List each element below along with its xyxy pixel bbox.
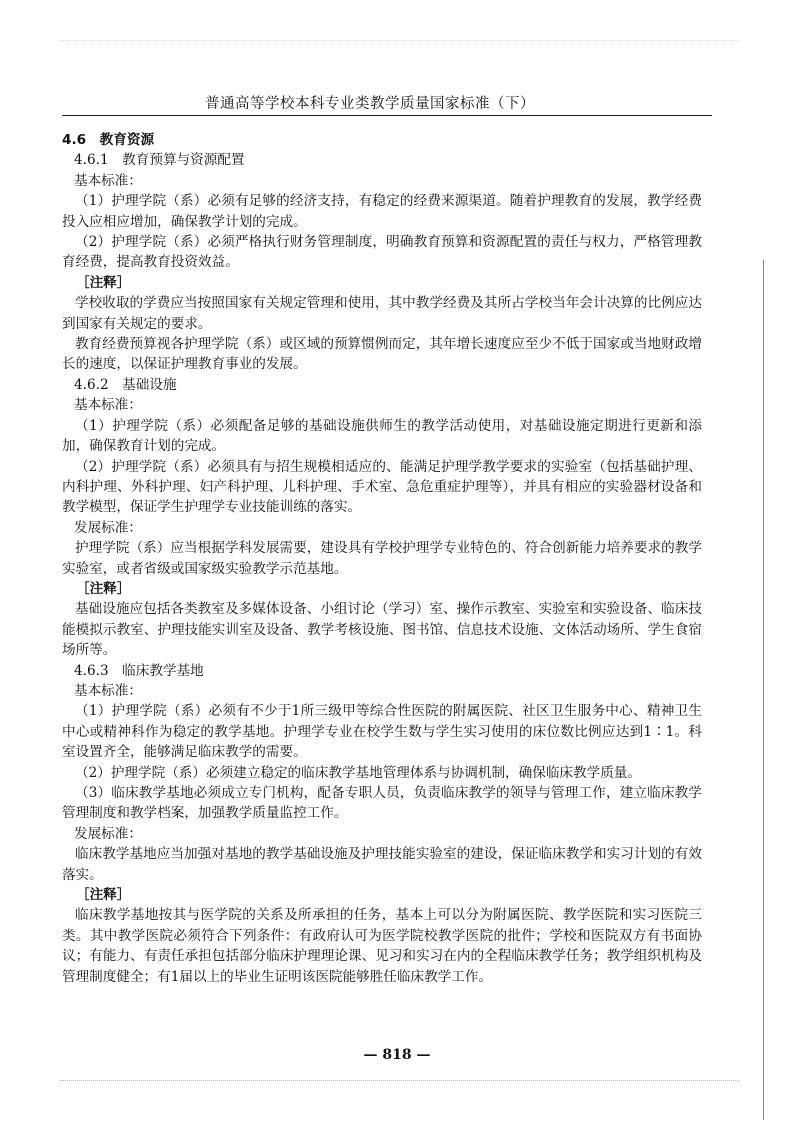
subsection-heading: 4.6.1 教育预算与资源配置 <box>74 152 245 169</box>
development-standard-label: 发展标准： <box>74 519 142 536</box>
paragraph: （2）护理学院（系）必须建立稳定的临床教学基地管理体系与协调机制，确保临床教学质量。 <box>75 764 641 781</box>
note-label: ［注释］ <box>76 274 131 291</box>
basic-standard-label: 基本标准： <box>74 682 142 699</box>
paragraph: 临床教学基地应当加强对基地的教学基础设施及护理技能实验室的建设，保证临床教学和实习计划的有效落实。 <box>62 846 702 883</box>
paragraph: 学校收取的学费应当按照国家有关规定管理和使用，其中教学经费及其所占学校当年会计决算的比例应达到国家有关规定的要求。 <box>62 295 702 332</box>
paragraph: （1）护理学院（系）必须配备足够的基础设施供师生的教学活动使用，对基础设施定期进行更新和添加，确保教育计划的完成。 <box>62 417 702 455</box>
note-label: ［注释］ <box>76 580 131 597</box>
scan-specks-top <box>60 40 740 41</box>
section-heading: 4.6 教育资源 <box>62 132 155 148</box>
page-number: — 818 — <box>363 1047 431 1063</box>
running-header: 普通高等学校本科专业类教学质量国家标准（下） <box>205 96 535 112</box>
basic-standard-label: 基本标准： <box>74 172 142 189</box>
margin-rule <box>763 260 764 1120</box>
basic-standard-label: 基本标准： <box>74 397 142 414</box>
paragraph: （1）护理学院（系）必须有不少于1所三级甲等综合性医院的附属医院、社区卫生服务中心、精神卫生中心或精神科作为稳定的教学基地。护理学专业在校学生数与学生实习使用的床位数比例应达到1∶1。科室设置齐全，能够满足临床教学的需要。 <box>62 703 702 761</box>
paragraph: （3）临床教学基地必须成立专门机构，配备专职人员，负责临床教学的领导与管理工作，建立临床教学管理制度和教学档案，加强教学质量监控工作。 <box>62 785 702 822</box>
subsection-heading: 4.6.2 基础设施 <box>74 376 177 393</box>
paragraph: 护理学院（系）应当根据学科发展需要，建设具有学校护理学专业特色的、符合创新能力培养要求的教学实验室，或者省级或国家级实验教学示范基地。 <box>62 540 702 577</box>
paragraph: 临床教学基地按其与医学院的关系及所承担的任务，基本上可以分为附属医院、教学医院和实习医院三类。其中教学医院必须符合下列条件：有政府认可为医学院校教学医院的批件；学校和医院双方有书面协议；有能力、有责任承担包括部分临床护理理论课、见习和实习在内的全程临床教学任务；教学组织机构及管理制度健全；有1届以上的毕业生证明该医院能够胜任临床教学工作。 <box>62 907 702 985</box>
scan-specks-bottom <box>60 1080 740 1081</box>
header-rule <box>62 115 712 116</box>
subsection-heading: 4.6.3 临床教学基地 <box>74 662 204 679</box>
paragraph: 教育经费预算视各护理学院（系）或区域的预算惯例而定，其年增长速度应至少不低于国家或当地财政增长的速度，以保证护理教育事业的发展。 <box>62 336 702 373</box>
note-label: ［注释］ <box>76 887 131 904</box>
paragraph: （2）护理学院（系）必须严格执行财务管理制度，明确教育预算和资源配置的责任与权力，严格管理教育经费，提高教育投资效益。 <box>62 234 702 271</box>
development-standard-label: 发展标准： <box>74 825 142 842</box>
paragraph: （2）护理学院（系）必须具有与招生规模相适应的、能满足护理学教学要求的实验室（包括基础护理、内科护理、外科护理、妇产科护理、儿科护理、手术室、急危重症护理等），并具有相应的实验器材设备和教学模型，保证学生护理学专业技能训练的落实。 <box>62 458 702 516</box>
paragraph: 基础设施应包括各类教室及多媒体设备、小组讨论（学习）室、操作示教室、实验室和实验设备、临床技能模拟示教室、护理技能实训室及设备、教学考核设施、图书馆、信息技术设施、文体活动场所、学生食宿场所等。 <box>62 601 702 659</box>
page-body <box>62 130 702 987</box>
paragraph: （1）护理学院（系）必须有足够的经济支持，有稳定的经费来源渠道。随着护理教育的发展，教学经费投入应相应增加，确保教学计划的完成。 <box>62 193 702 230</box>
